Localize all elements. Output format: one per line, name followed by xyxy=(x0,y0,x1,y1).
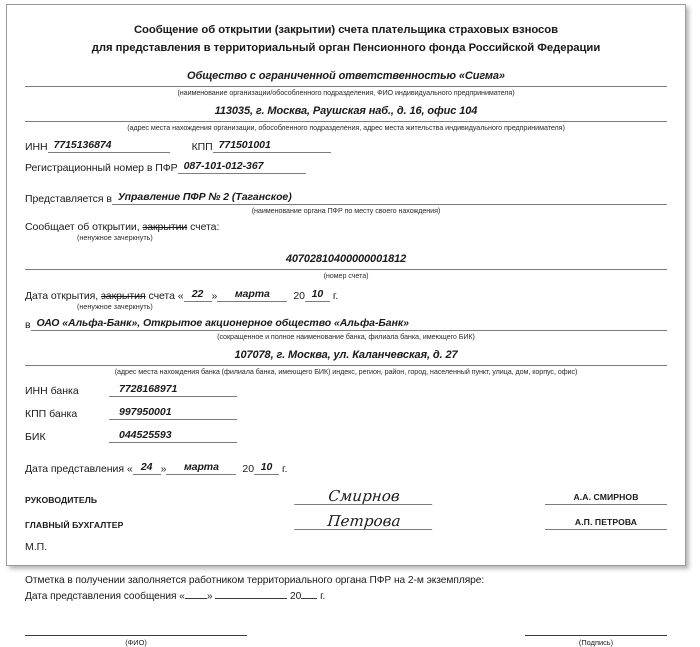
kpp-label: КПП xyxy=(191,141,213,153)
receipt-note: Отметка в получении заполняется работником территориального органа ПФР на 2-м экземпляре: xyxy=(25,575,485,586)
inn-value[interactable]: 7715136874 xyxy=(48,139,170,153)
submission-date-row xyxy=(25,461,667,475)
organization-address-field xyxy=(25,101,667,132)
submitted-to-caption: (наименование органа ПФР по месту своего нахождения) xyxy=(251,206,441,215)
bank-name-value[interactable]: ОАО «Альфа-Банк», Открытое акционерное общество «Альфа-Банк» xyxy=(31,317,667,331)
bank-address-rule xyxy=(25,364,667,366)
bank-address-field xyxy=(25,345,667,376)
strike-hint-notify: (ненужное зачеркнуть) xyxy=(77,233,153,242)
title-line-1: Сообщение об открытии (закрытии) счета плательщика страховых взносов xyxy=(133,24,559,36)
registration-number-row xyxy=(25,160,667,174)
receipt-date-row xyxy=(25,591,667,602)
footer-fio-rule[interactable] xyxy=(25,634,247,636)
account-date-struck[interactable]: закрытия xyxy=(101,290,146,302)
bank-inn-row xyxy=(25,383,667,397)
footer-signature-caption: (Подпись) xyxy=(578,638,614,647)
signature-handwritten[interactable]: Смирнов xyxy=(294,489,434,505)
footer-signature-blocks xyxy=(25,634,667,647)
signature-printed-name: А.А. СМИРНОВ xyxy=(545,492,667,505)
submission-date-year-prefix: 20 xyxy=(242,463,255,475)
organization-address-caption: (адрес места нахождения организации, обособленного подразделения, адрес места жительства индивидуального предпринимателя) xyxy=(127,123,565,132)
bank-bik-value[interactable]: 044525593 xyxy=(109,429,237,443)
footer-signature-block xyxy=(525,634,667,647)
stamp-label: М.П. xyxy=(25,541,48,553)
organization-name-rule xyxy=(25,85,667,87)
title-line-2: для представления в территориальный орган Пенсионного фонда Российской Федерации xyxy=(91,42,601,54)
footer-signature-rule[interactable] xyxy=(525,634,667,636)
strike-hint-date: (ненужное зачеркнуть) xyxy=(77,302,153,311)
account-date-day[interactable]: 22 xyxy=(184,288,212,302)
submitted-to-row xyxy=(25,191,667,205)
notify-row xyxy=(25,221,667,233)
submission-date-month[interactable]: марта xyxy=(166,461,236,475)
bank-kpp-row xyxy=(25,406,667,420)
bank-name-row xyxy=(25,317,667,331)
bank-bik-label: БИК xyxy=(25,431,46,443)
organization-address-rule xyxy=(25,120,667,122)
submitted-to-value[interactable]: Управление ПФР № 2 (Таганское) xyxy=(112,191,667,205)
bank-bik-row xyxy=(25,429,667,443)
account-number-rule xyxy=(25,268,667,270)
bank-address-value[interactable]: 107078, г. Москва, ул. Каланчевская, д. 27 xyxy=(234,349,458,361)
kpp-value[interactable]: 771501001 xyxy=(213,139,331,153)
account-date-quote: » xyxy=(211,290,218,302)
bank-kpp-value[interactable]: 997950001 xyxy=(109,406,237,420)
receipt-quote: » xyxy=(206,591,213,602)
footer-fio-block xyxy=(25,634,247,647)
submitted-to-label: Представляется в xyxy=(25,193,112,205)
account-date-suffix: счета « xyxy=(145,290,184,302)
organization-name-value: Общество с ограниченной ответственностью «Сигма» xyxy=(187,70,505,82)
inn-label: ИНН xyxy=(25,141,48,153)
receipt-day-blank[interactable] xyxy=(185,598,207,599)
submission-date-year-suffix: г. xyxy=(282,463,288,475)
account-date-year-prefix: 20 xyxy=(293,290,305,302)
notify-prefix: Сообщает об xyxy=(25,221,93,233)
account-number-field xyxy=(25,249,667,280)
account-number-value[interactable]: 40702810400000001812 xyxy=(285,253,407,265)
account-date-row xyxy=(25,288,667,302)
organization-name-field xyxy=(25,66,667,97)
receipt-year-blank[interactable] xyxy=(301,598,317,599)
bank-kpp-label: КПП банка xyxy=(25,408,78,420)
signature-row-director xyxy=(25,489,667,505)
signature-handwritten[interactable]: Петрова xyxy=(294,514,434,530)
submission-date-year[interactable]: 10 xyxy=(254,461,279,475)
signature-role-label: ГЛАВНЫЙ БУХГАЛТЕР xyxy=(25,520,124,530)
notify-open-option[interactable]: открытии, xyxy=(92,221,140,233)
account-date-prefix: Дата открытия, xyxy=(25,290,102,302)
receipt-month-blank[interactable] xyxy=(215,598,287,599)
organization-name-caption: (наименование организации/обособленного подразделения, ФИО индивидуального предпринимателя) xyxy=(177,88,515,97)
submission-date-day[interactable]: 24 xyxy=(133,461,161,475)
receipt-year-prefix: 20 xyxy=(290,591,302,602)
account-number-caption: (номер счета) xyxy=(323,271,369,280)
notify-close-option-struck[interactable]: закрытии xyxy=(142,221,188,233)
document-page xyxy=(6,4,686,647)
notify-suffix: счета: xyxy=(187,221,220,233)
account-date-month[interactable]: марта xyxy=(217,288,287,302)
registration-number-value[interactable]: 087-101-012-367 xyxy=(178,160,306,174)
footer-fio-caption: (ФИО) xyxy=(125,638,147,647)
submission-date-quote: » xyxy=(160,463,167,475)
bank-name-prefix: в xyxy=(25,319,31,331)
submission-date-label: Дата представления « xyxy=(25,463,133,475)
page-title xyxy=(25,21,667,57)
organization-address-value: 113035, г. Москва, Раушская наб., д. 16, офис 104 xyxy=(214,105,478,117)
spacer xyxy=(247,634,525,647)
signature-role-label: РУКОВОДИТЕЛЬ xyxy=(25,495,98,505)
signature-printed-name: А.П. ПЕТРОВА xyxy=(545,517,667,530)
registration-number-label: Регистрационный номер в ПФР xyxy=(25,162,178,174)
bank-address-caption: (адрес места нахождения банка (филиала банка, имеющего БИК) индекс, регион, район, город, населенный пункт, улица, дом, корпус, офис) xyxy=(114,367,578,376)
bank-name-caption: (сокращенное и полное наименование банка, филиала банка, имеющего БИК) xyxy=(217,332,475,341)
signature-row-accountant xyxy=(25,514,667,530)
account-date-year[interactable]: 10 xyxy=(305,288,330,302)
bank-inn-label: ИНН банка xyxy=(25,385,79,397)
inn-kpp-row xyxy=(25,139,667,153)
receipt-date-label: Дата представления сообщения « xyxy=(25,591,185,602)
receipt-year-suffix: г. xyxy=(320,591,326,602)
bank-inn-value[interactable]: 7728168971 xyxy=(109,383,237,397)
account-date-year-suffix: г. xyxy=(332,290,339,302)
